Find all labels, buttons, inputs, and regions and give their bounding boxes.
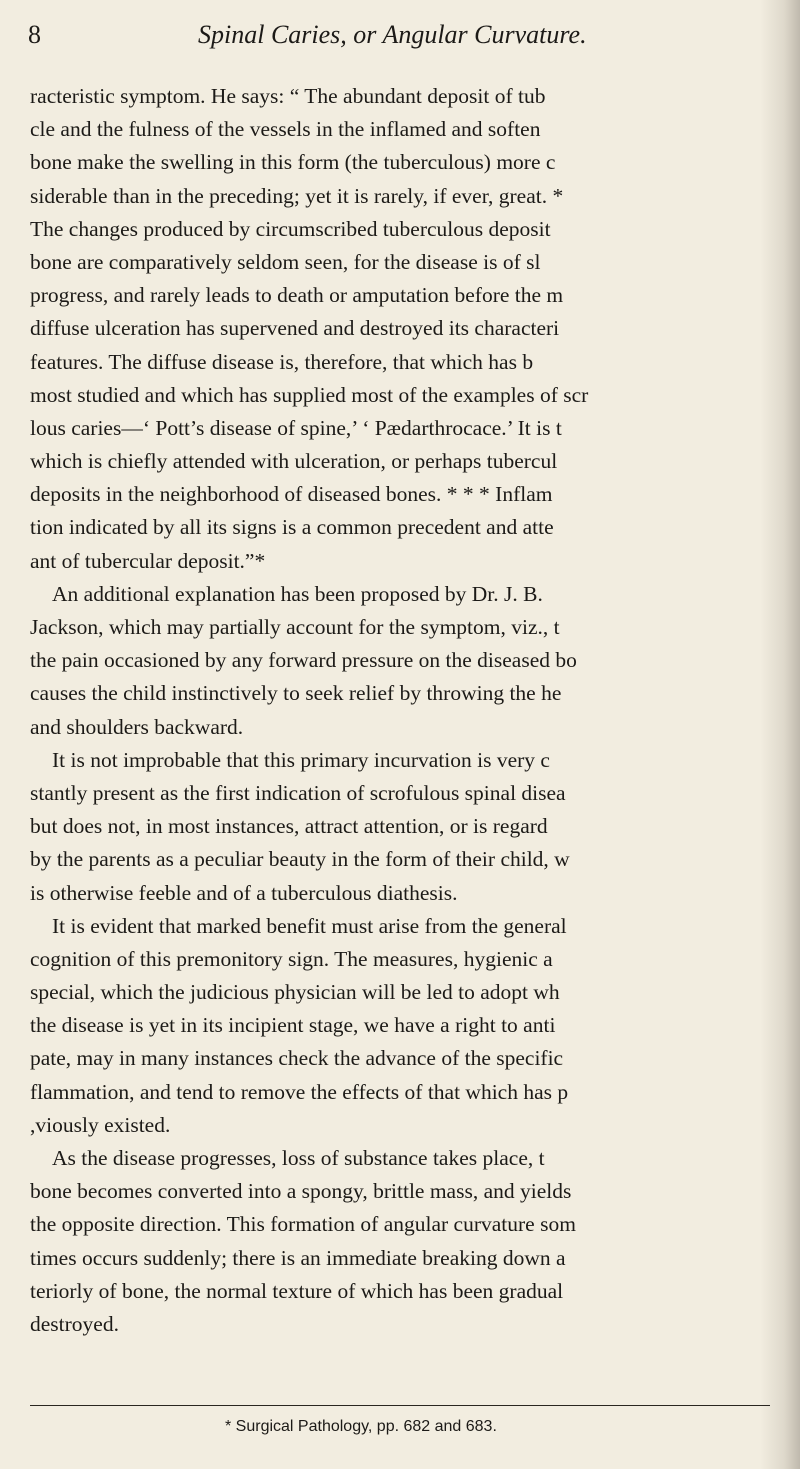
page-number: 8 xyxy=(28,20,41,49)
text-line: destroyed. xyxy=(30,1311,119,1336)
text-line: cognition of this premonitory sign. The measures, hygienic a xyxy=(30,946,553,971)
running-title: Spinal Caries, or Angular Curvature. xyxy=(198,20,587,49)
text-line: Jackson, which may partially account for the symptom, viz., t xyxy=(30,615,560,639)
text-line: the opposite direction. This formation of angular curvature som xyxy=(30,1212,576,1237)
text-line: progress, and rarely leads to death or amputation before the m xyxy=(30,283,564,308)
footnote: * Surgical Pathology, pp. 682 and 683. xyxy=(225,1418,497,1435)
body-text xyxy=(30,80,785,1341)
text-line: tion indicated by all its signs is a common precedent and atte xyxy=(30,515,554,540)
text-line: An additional explanation has been proposed by Dr. J. B. xyxy=(52,581,543,606)
text-line: As the disease progresses, loss of substance takes place, t xyxy=(52,1146,545,1170)
text-line: bone make the swelling in this form (the tuberculous) more c xyxy=(30,150,556,175)
text-line: It is evident that marked benefit must arise from the general xyxy=(52,913,567,938)
text-line: teriorly of bone, the normal texture of which has been gradual xyxy=(30,1278,564,1303)
text-line: is otherwise feeble and of a tuberculous diathesis. xyxy=(30,880,458,905)
text-line: features. The diffuse disease is, therefore, that which has b xyxy=(30,349,534,374)
text-line: ,viously existed. xyxy=(30,1112,171,1137)
text-line: by the parents as a peculiar beauty in the form of their child, w xyxy=(30,847,570,872)
text-line: the pain occasioned by any forward pressure on the diseased bo xyxy=(30,648,577,673)
text-line: lous caries—‘ Pott’s disease of spine,’ ‘ Pædarthrocace.’ It is t xyxy=(30,415,562,440)
text-line: which is chiefly attended with ulceration, or perhaps tubercul xyxy=(30,449,558,474)
text-line: It is not improbable that this primary incurvation is very c xyxy=(52,747,550,772)
text-line: The changes produced by circumscribed tuberculous deposit xyxy=(30,216,551,241)
text-line: the disease is yet in its incipient stage, we have a right to anti xyxy=(30,1013,556,1038)
text-line: siderable than in the preceding; yet it is rarely, if ever, great. * xyxy=(30,183,564,208)
text-line: but does not, in most instances, attract attention, or is regard xyxy=(30,814,548,839)
text-line: cle and the fulness of the vessels in the inflamed and soften xyxy=(30,117,541,142)
text-line: most studied and which has supplied most of the examples of scr xyxy=(30,382,589,407)
text-line: bone are comparatively seldom seen, for the disease is of sl xyxy=(30,249,541,274)
text-line: bone becomes converted into a spongy, brittle mass, and yields xyxy=(30,1179,572,1204)
text-line: deposits in the neighborhood of diseased bones. * * * Inflam xyxy=(30,482,553,507)
text-line: stantly present as the first indication of scrofulous spinal disea xyxy=(30,780,566,805)
page-header xyxy=(28,10,778,60)
text-line: flammation, and tend to remove the effects of that which has p xyxy=(30,1079,569,1104)
text-line: causes the child instinctively to seek relief by throwing the he xyxy=(30,681,562,706)
text-line: diffuse ulceration has supervened and destroyed its characteri xyxy=(30,316,560,341)
text-line: times occurs suddenly; there is an immediate breaking down a xyxy=(30,1245,566,1270)
text-line: special, which the judicious physician will be led to adopt wh xyxy=(30,980,560,1005)
text-line: pate, may in many instances check the advance of the specific xyxy=(30,1046,564,1071)
text-line: and shoulders backward. xyxy=(30,714,244,739)
text-line: racteristic symptom. He says: “ The abundant deposit of tub xyxy=(30,84,546,108)
text-line: ant of tubercular deposit.”* xyxy=(30,548,266,573)
footnote-rule xyxy=(30,1405,770,1406)
